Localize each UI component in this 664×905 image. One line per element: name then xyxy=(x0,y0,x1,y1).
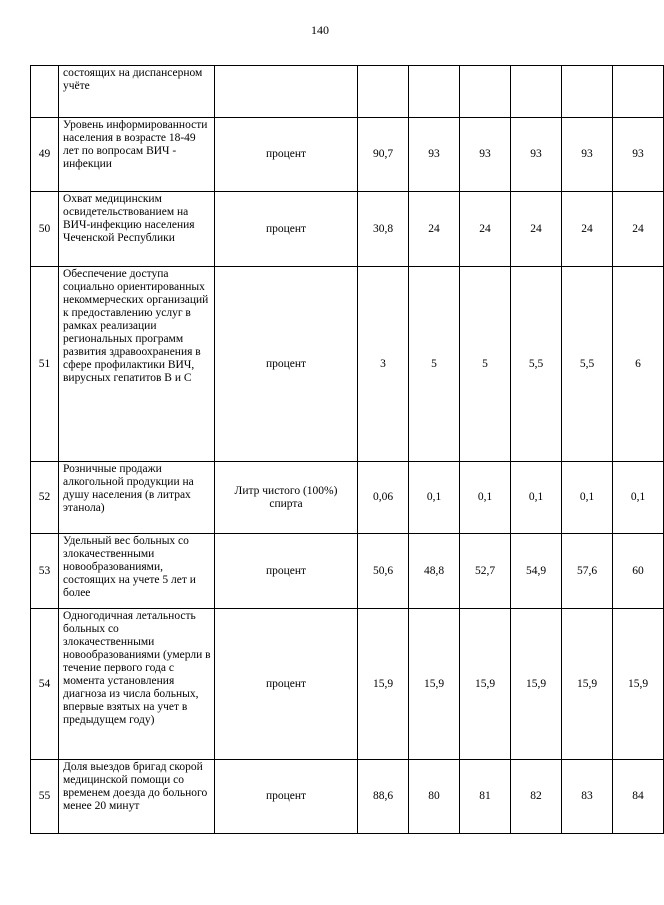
value-cell: 15,9 xyxy=(409,609,460,760)
value-cell: 52,7 xyxy=(460,534,511,609)
unit-cell: процент xyxy=(215,609,358,760)
value-cell: 15,9 xyxy=(562,609,613,760)
row-number: 53 xyxy=(31,534,59,609)
unit-cell xyxy=(215,66,358,118)
value-cell: 93 xyxy=(460,118,511,192)
indicators-table xyxy=(30,65,664,834)
value-cell xyxy=(358,66,409,118)
value-cell: 24 xyxy=(460,192,511,267)
value-cell: 5,5 xyxy=(511,267,562,462)
unit-cell: Литр чистого (100%) спирта xyxy=(215,462,358,534)
value-cell: 0,1 xyxy=(562,462,613,534)
value-cell xyxy=(511,66,562,118)
indicator-name: Уровень информированности населения в возрасте 18-49 лет по вопросам ВИЧ - инфекции xyxy=(59,118,215,192)
value-cell: 0,06 xyxy=(358,462,409,534)
value-cell: 30,8 xyxy=(358,192,409,267)
value-cell: 15,9 xyxy=(460,609,511,760)
table-row xyxy=(31,534,664,609)
value-cell xyxy=(409,66,460,118)
table-row xyxy=(31,609,664,760)
indicator-name: Розничные продажи алкогольной продукции на душу населения (в литрах этанола) xyxy=(59,462,215,534)
table-row xyxy=(31,118,664,192)
value-cell: 3 xyxy=(358,267,409,462)
page-number: 140 xyxy=(311,23,329,37)
value-cell: 0,1 xyxy=(613,462,664,534)
value-cell: 0,1 xyxy=(511,462,562,534)
value-cell: 54,9 xyxy=(511,534,562,609)
value-cell: 24 xyxy=(511,192,562,267)
value-cell: 48,8 xyxy=(409,534,460,609)
value-cell: 80 xyxy=(409,760,460,834)
value-cell: 57,6 xyxy=(562,534,613,609)
value-cell: 88,6 xyxy=(358,760,409,834)
value-cell: 15,9 xyxy=(511,609,562,760)
value-cell: 24 xyxy=(562,192,613,267)
value-cell: 0,1 xyxy=(409,462,460,534)
value-cell: 6 xyxy=(613,267,664,462)
unit-cell: процент xyxy=(215,118,358,192)
value-cell: 93 xyxy=(613,118,664,192)
value-cell: 0,1 xyxy=(460,462,511,534)
row-number: 49 xyxy=(31,118,59,192)
row-number: 55 xyxy=(31,760,59,834)
value-cell xyxy=(460,66,511,118)
value-cell: 60 xyxy=(613,534,664,609)
unit-cell: процент xyxy=(215,760,358,834)
unit-cell: процент xyxy=(215,192,358,267)
value-cell: 90,7 xyxy=(358,118,409,192)
value-cell: 24 xyxy=(409,192,460,267)
indicator-name: Доля выездов бригад скорой медицинской помощи со временем доезда до больного менее 20 минут xyxy=(59,760,215,834)
indicator-name: Одногодичная летальность больных со злокачественными новообразованиями (умерли в течение первого года с момента установления диагноза из числа больных, впервые взятых на учет в предыдущем году) xyxy=(59,609,215,760)
value-cell: 15,9 xyxy=(613,609,664,760)
row-number: 50 xyxy=(31,192,59,267)
table-row xyxy=(31,192,664,267)
value-cell: 82 xyxy=(511,760,562,834)
value-cell: 84 xyxy=(613,760,664,834)
row-number: 52 xyxy=(31,462,59,534)
value-cell xyxy=(562,66,613,118)
table-row xyxy=(31,267,664,462)
row-number: 54 xyxy=(31,609,59,760)
value-cell: 93 xyxy=(511,118,562,192)
row-number: 51 xyxy=(31,267,59,462)
value-cell: 24 xyxy=(613,192,664,267)
table-row xyxy=(31,760,664,834)
unit-cell: процент xyxy=(215,534,358,609)
value-cell: 93 xyxy=(562,118,613,192)
value-cell: 5 xyxy=(460,267,511,462)
table-row xyxy=(31,462,664,534)
value-cell: 93 xyxy=(409,118,460,192)
indicator-name: Обеспечение доступа социально ориентированных некоммерческих организаций к предоставлению услуг в рамках реализации региональных программ развития здравоохранения в сфере профилактики ВИЧ, вирусных гепатитов В и С xyxy=(59,267,215,462)
value-cell: 50,6 xyxy=(358,534,409,609)
indicator-name: состоящих на диспансерном учёте xyxy=(59,66,215,118)
value-cell: 15,9 xyxy=(358,609,409,760)
indicator-name: Охват медицинским освидетельствованием на ВИЧ-инфекцию населения Чеченской Республики xyxy=(59,192,215,267)
value-cell: 81 xyxy=(460,760,511,834)
row-number xyxy=(31,66,59,118)
value-cell: 5 xyxy=(409,267,460,462)
unit-cell: процент xyxy=(215,267,358,462)
value-cell xyxy=(613,66,664,118)
indicator-name: Удельный вес больных со злокачественными новообразованиями, состоящих на учете 5 лет и более xyxy=(59,534,215,609)
value-cell: 5,5 xyxy=(562,267,613,462)
table-row xyxy=(31,66,664,118)
value-cell: 83 xyxy=(562,760,613,834)
